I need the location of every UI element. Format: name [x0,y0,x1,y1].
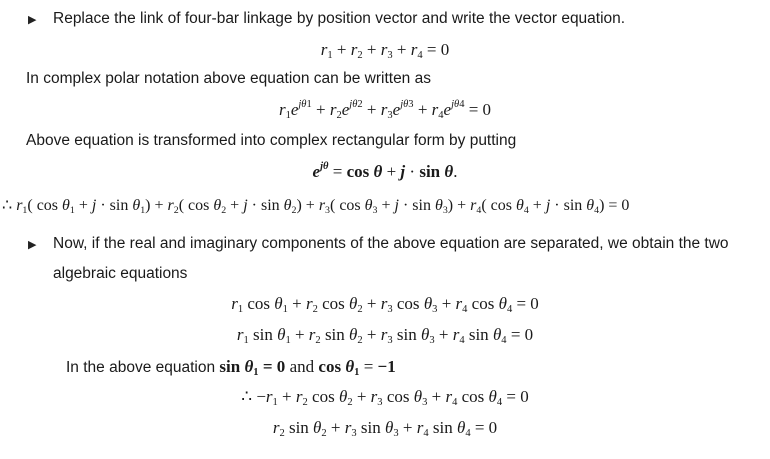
equation-imaginary-part: $r_1$ $\sin \theta_1 + r_2$ $\sin \theta_2 + r_3$ $\sin \theta_3 + r_4$ $\sin \theta_4 = 0$ [236,325,534,347]
equation-real-part: $r_1$ $\cos \theta_1 + r_2$ $\cos \theta_2 + r_3$ $\cos \theta_3 + r_4$ $\cos \theta_4 = 0$ [231,294,539,316]
bullet-triangle-icon: ▶ [28,239,37,251]
bullet-2-text-line1: Now, if the real and imaginary components of the above equation are separated, we obtain the two [53,235,729,252]
equation-real-reduced: ∴ $-r_1 + r_2$ $\cos \theta_2 + r_3$ $\cos \theta_3 + r_4$ $\cos \theta_4 = 0$ [241,387,529,409]
condition-sin: $\sin \theta_1 = 0$ [219,357,286,379]
polar-intro-text: In complex polar notation above equation can be written as [26,70,431,87]
bullet-triangle-icon: ▶ [28,14,37,26]
equation-vector-loop: $r_1 + r_2 + r_3 + r_4 = 0$ [320,40,450,62]
bullet-1-text: Replace the link of four-bar linkage by position vector and write the vector equation. [53,10,626,27]
rect-intro-text: Above equation is transformed into complex rectangular form by putting [26,132,517,149]
equation-euler: $e^{j\theta} = \cos \theta + j \cdot \sin \theta$. [312,161,458,181]
condition-and: and [289,357,315,376]
equation-polar: $r_1e^{j\theta 1} + r_2e^{j\theta 2} + r_3e^{j\theta 3} + r_4e^{j\theta 4} = 0$ [278,99,492,122]
condition-cos: $\cos \theta_1 = -1$ [318,357,396,379]
condition-line [66,357,396,377]
bullet-2-text-line2: algebraic equations [53,265,188,282]
condition-intro-text: In the above equation [66,359,216,376]
equation-rectangular: ∴ $r_1$( $\cos \theta_1 + j \cdot \sin \theta_1) + r_2$( $\cos \theta_2 + j \cdot \sin \theta_2) + r_3$( $\cos \theta_3 + j \cdot \sin \theta_3) + r_4$( $\cos \theta_4 + j \cdot \sin \theta_4) = 0$ [2,197,630,216]
equation-imaginary-reduced: $r_2$ $\sin \theta_2 + r_3$ $\sin \theta_3 + r_4$ $\sin \theta_4 = 0$ [272,418,498,440]
